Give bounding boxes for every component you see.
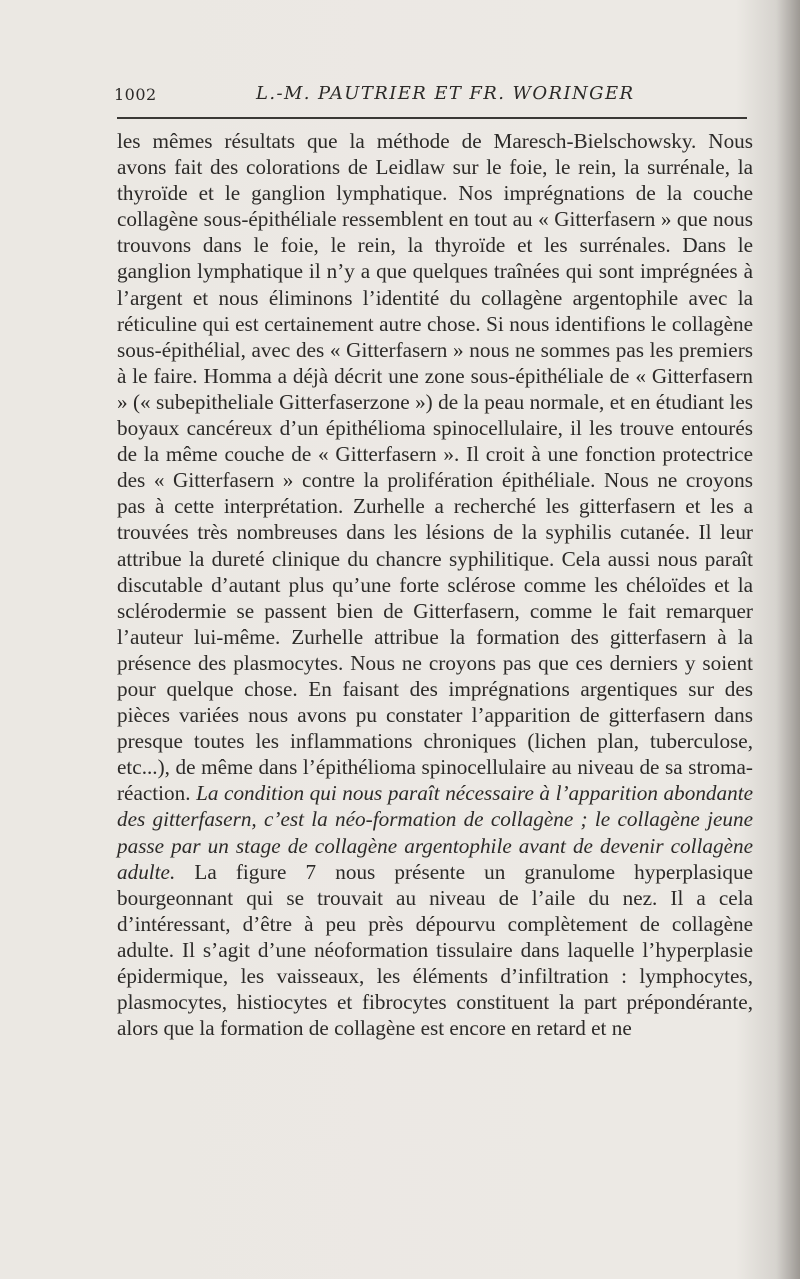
body-paragraph (117, 128, 753, 1041)
page-number: 1002 (114, 85, 157, 104)
body-text-italic: La condition qui nous paraît nécessaire à l’apparition abondante des gitterfasern, c’est la néo-formation de collagène ; le collagène jeune passe par un stage de collagène argentophile avant de devenir collagène adulte. (117, 781, 753, 884)
body-text-roman-1: les mêmes résultats que la méthode de Maresch-Bielschowsky. Nous avons fait des colorations de Leidlaw sur le foie, le rein, la surrénale, la thyroïde et le ganglion lymphatique. Nos imprégnations de la couche collagène sous-épithéliale ressemblent en tout au « Gitterfasern » que nous trouvons dans le foie, le rein, la thyroïde et les surrénales. Dans le ganglion lymphatique il n’y a que quelques traînées qui sont imprégnées à l’argent et nous éliminons l’identité du collagène argentophile avec la réticuline qui est certainement autre chose. Si nous identifions le collagène sous-épithélial, avec des « Gitterfasern » nous ne sommes pas les premiers à le faire. Homma a déjà décrit une zone sous-épithéliale de « Gitterfasern » (« subepitheliale Gitterfaserzone ») de la peau normale, et en étudiant les boyaux cancéreux d’un épithélioma spinocellulaire, il les trouve entourés de la même couche de « Gitterfasern ». Il croit à une fonction protectrice des « Gitterfasern » contre la prolifération épithéliale. Nous ne croyons pas à cette interprétation. Zurhelle a recherché les gitterfasern et les a trouvées très nombreuses dans les lésions de la syphilis cutanée. Il leur attribue la dureté clinique du chancre syphilitique. Cela aussi nous paraît discutable d’autant plus qu’une forte sclérose comme les chéloïdes et la sclérodermie se passent bien de Gitterfasern, comme le fait remarquer l’auteur lui-même. Zurhelle attribue la formation des gitterfasern à la présence des plasmocytes. Nous ne croyons pas que ces derniers y soient pour quelque chose. En faisant des imprégnations argentiques sur des pièces variées nous avons pu constater l’apparition de gitterfasern dans presque toutes les inflammations chroniques (lichen plan, tuberculose, etc...), de même dans l’épithélioma spinocellulaire au niveau de sa stroma-réaction. (117, 129, 753, 806)
page-header (114, 83, 754, 107)
body-text-roman-2: La figure 7 nous présente un granulome hyperplasique bourgeonnant qui se trouvait au niveau de l’aile du nez. Il a cela d’intéressant, d’être à peu près dépourvu complètement de collagène adulte. Il s’agit d’une néoformation tissulaire dans laquelle l’hyperplasie épidermique, les vaisseaux, les éléments d’infiltration : lymphocytes, plasmocytes, histiocytes et fibrocytes constituent la part prépondérante, alors que la formation de collagène est encore en retard et ne (117, 859, 753, 1041)
header-rule (117, 117, 747, 119)
running-head: L.-M. PAUTRIER ET FR. WORINGER (256, 83, 635, 104)
